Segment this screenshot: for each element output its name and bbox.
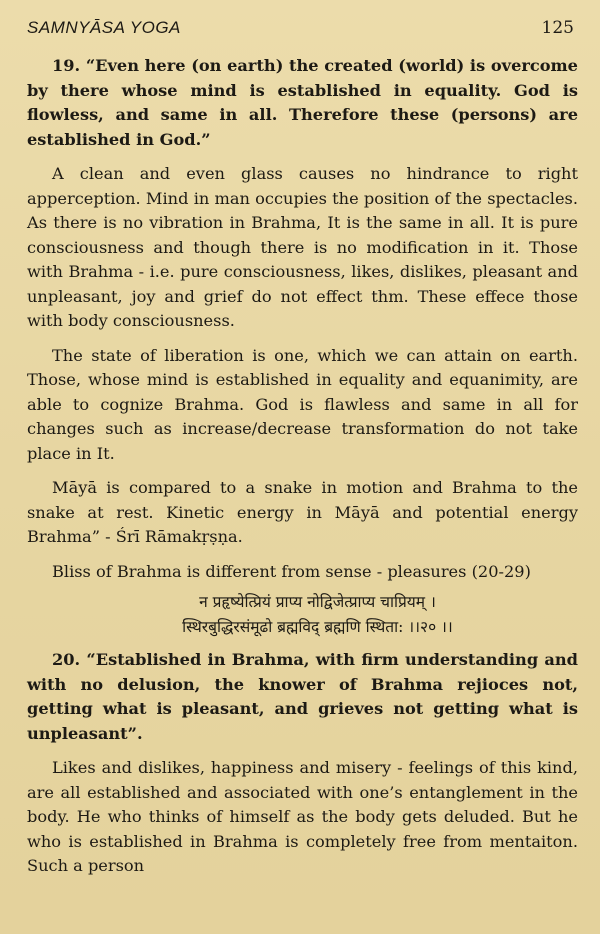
commentary-paragraph: The state of liberation is one, which we can attain on earth. Those, whose mind is established in equality and equanimity, are able to cognize Brahma. God is flawless and same in all for changes such as increase/decrease transformation do not take place in It. [27,345,578,463]
shloka-line-2: स्थिरबुद्धिरसंमूढो ब्रह्मविद् ब्रह्मणि स्थिता: ।।२० ।। [182,618,453,636]
commentary-paragraph: Likes and dislikes, happiness and misery - feelings of this kind, are all established and associated with one’s entanglement in the body. He who thinks of himself as the body gets deluded. But he who is established in Brahma is completely free from mentaiton. Such a person [27,758,578,875]
page-body [27,54,578,879]
commentary-paragraph: A clean and even glass causes no hindrance to right apperception. Mind in man occupies the position of the spectacles. As there is no vibration in Brahma, It is the same in all. It is pure consciousness and though there is no modification in it. Those with Brahma - i.e. pure consciousness, likes, dislikes, pleasant and unpleasant, joy and grief do not effect thm. These effece those with body consciousness. [27,164,578,330]
sanskrit-shloka [57,590,578,640]
page-number: 125 [541,18,574,38]
verse-19-translation: 19. “Even here (on earth) the created (world) is overcome by there whose mind is established in equality. God is flowless, and same in all. Therefore these (persons) are established in God.” [27,56,578,149]
running-head: SAMNYĀSA YOGA [27,18,181,37]
shloka-line-1: न प्रहृष्येत्प्रियं प्राप्य नोद्विजेत्प्राप्य चाप्रियम् । [199,593,436,611]
commentary-paragraph: Māyā is compared to a snake in motion and Brahma to the snake at rest. Kinetic energy in Māyā and potential energy Brahma” - Śrī Rāmakṛṣṇa. [27,478,578,546]
verse-20-translation: 20. “Established in Brahma, with firm understanding and with no delusion, the knower of Brahma rejioces not, getting what is pleasant, and grieves not getting what is unpleasant”. [27,650,578,743]
section-heading: Bliss of Brahma is different from sense - pleasures (20-29) [52,561,531,581]
page-header [27,18,578,48]
